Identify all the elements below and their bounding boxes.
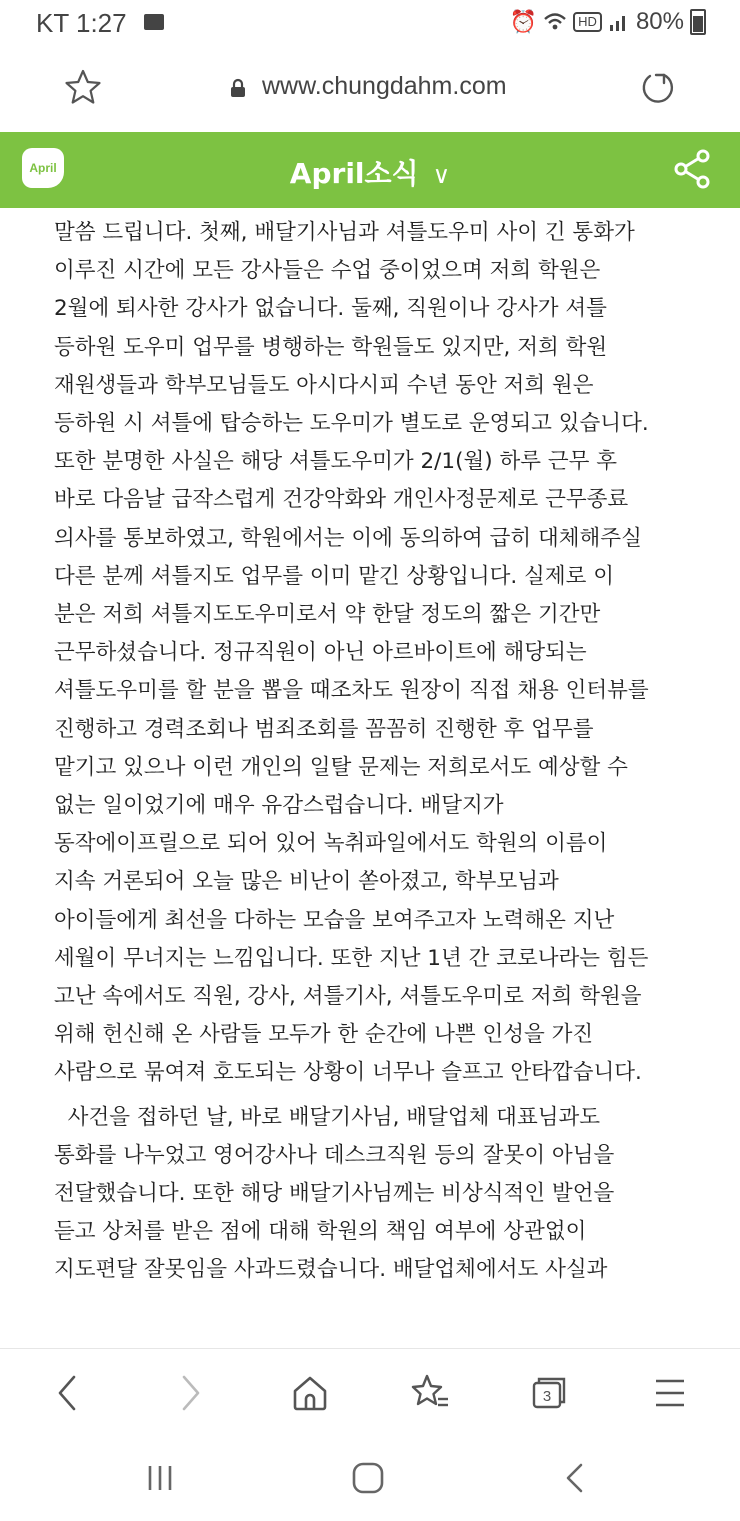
status-right — [510, 8, 706, 36]
wifi-icon — [543, 12, 567, 32]
article-line: 이루진 시간에 모든 강사들은 수업 중이었으며 저희 학원은 — [54, 258, 601, 284]
article-paragraph — [54, 214, 714, 1093]
tabs-icon[interactable] — [528, 1371, 572, 1415]
article-line: 지도편달 잘못임을 사과드렸습니다. 배달업체에서도 사실과 — [54, 1257, 608, 1283]
system-home-icon[interactable] — [348, 1458, 388, 1498]
article-line: 분은 저희 셔틀지도도우미로서 약 한달 정도의 짧은 기간만 — [54, 602, 601, 628]
reload-icon[interactable] — [638, 68, 676, 106]
browser-toolbar — [0, 1348, 740, 1439]
article-line: 진행하고 경력조회나 범죄조회를 꼼꼼히 진행한 후 업무를 — [54, 716, 594, 742]
article-line: 전달했습니다. 또한 해당 배달기사님께는 비상식적인 발언을 — [54, 1181, 615, 1207]
article-line: 2월에 퇴사한 강사가 없습니다. 둘째, 직원이나 강사가 셔틀 — [54, 296, 607, 322]
article-line: 고난 속에서도 직원, 강사, 셔틀기사, 셔틀도우미로 저희 학원을 — [54, 984, 642, 1010]
article-line: 또한 분명한 사실은 해당 셔틀도우미가 2/1(월) 하루 근무 후 — [54, 449, 617, 475]
april-logo[interactable]: April — [22, 148, 64, 188]
bookmark-star-icon[interactable] — [64, 68, 102, 106]
article-paragraph — [54, 1099, 714, 1290]
status-bar — [0, 0, 740, 50]
signal-icon — [608, 12, 630, 32]
article-line: 재원생들과 학부모님들도 아시다시피 수년 동안 저희 원은 — [54, 372, 594, 398]
article-line: 맡기고 있으나 이런 개인의 일탈 문제는 저희로서도 예상할 수 — [54, 754, 628, 780]
alarm-icon: ⏰ — [509, 9, 538, 34]
article-line: 통화를 나누었고 영어강사나 데스크직원 등의 잘못이 아님을 — [54, 1142, 615, 1168]
carrier-label: KT — [36, 8, 69, 38]
article-line: 듣고 상처를 받은 점에 대해 학원의 책임 여부에 상관없이 — [54, 1219, 587, 1245]
article-line: 사람으로 묶여져 호도되는 상황이 너무나 슬프고 안타깝습니다. — [54, 1060, 642, 1086]
article-line: 셔틀도우미를 할 분을 뽑을 때조차도 원장이 직접 채용 인터뷰를 — [54, 678, 649, 704]
article-line: 세월이 무너지는 느낌입니다. 또한 지난 1년 간 코로나라는 힘든 — [54, 945, 649, 971]
article-line: 위해 헌신해 온 사람들 모두가 한 순간에 나쁜 인성을 가진 — [54, 1022, 594, 1048]
clock: 1:27 — [76, 8, 127, 38]
article-line: 등하원 시 셔틀에 탑승하는 도우미가 별도로 운영되고 있습니다. — [54, 411, 649, 437]
recent-apps-icon[interactable] — [140, 1458, 180, 1498]
gallery-notification-icon — [144, 14, 164, 30]
article-line: 말씀 드립니다. 첫째, 배달기사님과 셔틀도우미 사이 긴 통화가 — [54, 220, 635, 245]
battery-icon — [690, 9, 706, 35]
article-line: 바로 다음날 급작스럽게 건강악화와 개인사정문제로 근무종료 — [54, 487, 629, 513]
article-line: 등하원 도우미 업무를 병행하는 학원들도 있지만, 저희 학원 — [54, 334, 608, 360]
forward-arrow-icon[interactable] — [168, 1371, 212, 1415]
page-title[interactable] — [0, 152, 740, 192]
article-line: 근무하셨습니다. 정규직원이 아닌 아르바이트에 해당되는 — [54, 640, 587, 666]
tab-count: 3 — [542, 1388, 552, 1405]
home-icon[interactable] — [288, 1371, 332, 1415]
site-header — [0, 132, 740, 208]
lock-icon — [230, 78, 246, 98]
article-line: 아이들에게 최선을 다하는 모습을 보여주고자 노력해온 지난 — [54, 907, 615, 933]
article-line: 없는 일이었기에 매우 유감스럽습니다. 배달지가 — [54, 793, 504, 819]
article-body — [54, 214, 714, 1290]
url-text[interactable]: www.chungdahm.com — [262, 72, 507, 100]
chevron-down-icon: ∨ — [432, 161, 451, 189]
article-line: 지속 거론되어 오늘 많은 비난이 쏟아졌고, 학부모님과 — [54, 869, 559, 895]
system-navigation-bar — [0, 1438, 740, 1521]
article-line: 다른 분께 셔틀지도 업무를 이미 맡긴 상황입니다. 실제로 이 — [54, 563, 614, 589]
article-line: 의사를 통보하였고, 학원에서는 이에 동의하여 급히 대체해주실 — [54, 525, 642, 551]
page-title-text: April소식 — [289, 157, 419, 190]
menu-icon[interactable] — [648, 1371, 692, 1415]
hd-voice-icon: HD — [573, 12, 602, 32]
share-icon[interactable] — [672, 148, 712, 190]
status-left — [36, 8, 164, 39]
address-bar — [0, 50, 740, 132]
battery-percent: 80% — [635, 8, 684, 35]
system-back-icon[interactable] — [556, 1458, 596, 1498]
article-line: 동작에이프릴으로 되어 있어 녹취파일에서도 학원의 이름이 — [54, 831, 608, 857]
article-line: 사건을 접하던 날, 바로 배달기사님, 배달업체 대표님과도 — [54, 1104, 601, 1130]
back-arrow-icon[interactable] — [46, 1371, 90, 1415]
bookmarks-icon[interactable] — [408, 1371, 452, 1415]
